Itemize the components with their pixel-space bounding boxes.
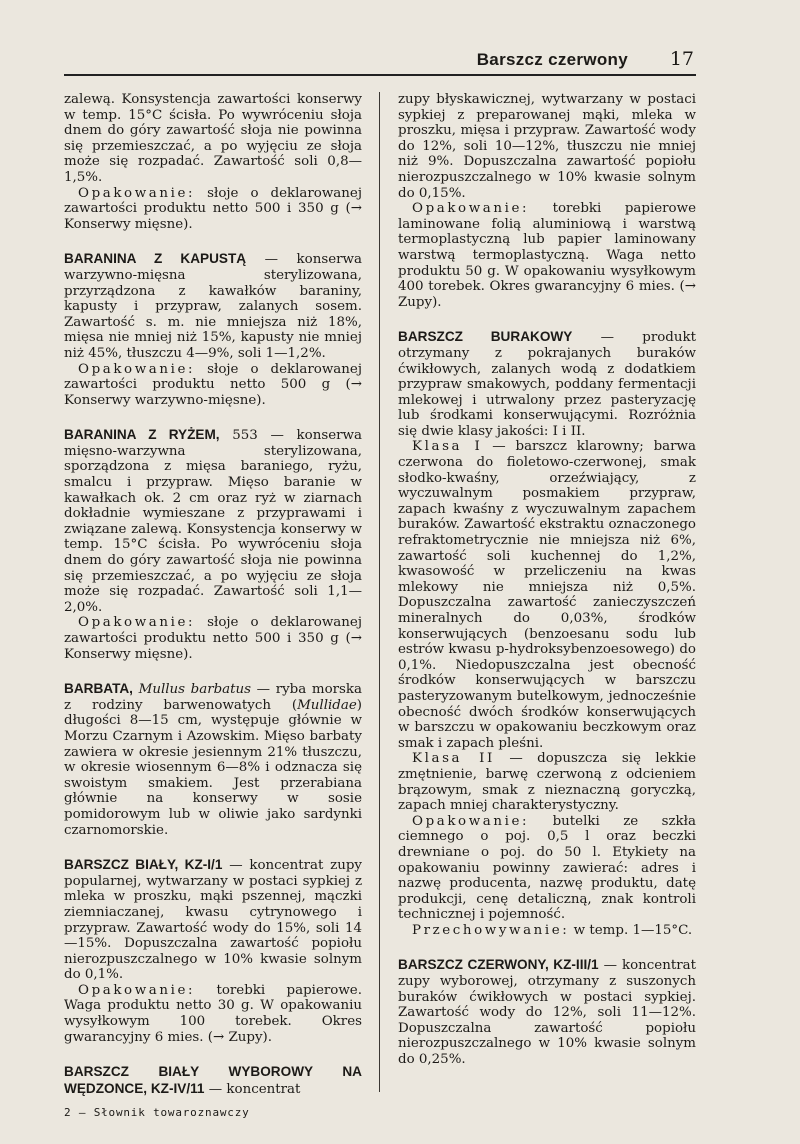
class-one-paragraph bbox=[398, 439, 696, 751]
running-head-title: Barszcz czerwony bbox=[476, 50, 628, 69]
packaging-text: słoje o deklarowanej zawartości produktu netto 500 i 350 g (→ Konserwy mięsne). bbox=[64, 185, 362, 232]
entry-paragraph bbox=[398, 329, 696, 439]
entry-text: — koncentrat bbox=[204, 1081, 301, 1097]
entry-paragraph bbox=[64, 1064, 362, 1097]
entry-paragraph bbox=[64, 251, 362, 361]
packaging-paragraph bbox=[64, 362, 362, 409]
entry-paragraph bbox=[64, 681, 362, 838]
entry-text: — koncentrat zupy wyborowej, otrzymany z suszonych buraków ćwikłowych w postaci sypkiej. Zawartość wody do 12%, soli 11—12%. Dopuszczalna zawartość popiołu nierozpuszczalnego w 10% kwasie solnym do 0,25%. bbox=[398, 958, 696, 1068]
entry-headword: BARANINA Z KAPUSTĄ bbox=[64, 251, 247, 267]
entry-paragraph bbox=[64, 857, 362, 983]
column-divider bbox=[379, 92, 380, 1092]
storage-text: w temp. 1—15°C. bbox=[569, 922, 693, 938]
entry-continuation-right bbox=[398, 92, 696, 310]
latin-family: Mullidae bbox=[297, 697, 357, 713]
entry-text-cont: ) długości 8—15 cm, występuje głównie w Morzu Czarnym i Azowskim. Mięso barbaty zawiera w okresie jesiennym 21% tłuszczu, w okresie wiosennym 6—8% i odznacza się swoistym smakiem. Jest przerabiana głównie na konserwy w sosie pomidorowym lub w oliwie jako sardynki czarnomorskie. bbox=[64, 697, 362, 838]
entry-baranina-z-ryzem bbox=[64, 427, 362, 662]
entry-headword: BARSZCZ BURAKOWY bbox=[398, 329, 573, 345]
packaging-paragraph bbox=[398, 814, 696, 923]
latin-name: Mullus barbatus bbox=[138, 682, 252, 698]
packaging-text: butelki ze szkła ciemnego o poj. 0,5 l oraz beczki drewniane o poj. do 50 l. Etykiety na opakowaniu powinny zawierać: adres i nazwę producenta, nazwę produktu, datę produkcji, cenę detaliczną, znak kontroli technicznej i pojemność. bbox=[398, 813, 696, 923]
entry-headword: BARANINA Z RYŻEM, bbox=[64, 427, 220, 443]
class-one-text: — barszcz klarowny; barwa czerwona do fioletowo-czerwonej, smak słodko-kwaśny, orzeźwiający, z wyczuwalnym posmakiem przypraw, zapach kwaśny z wyczuwalnym zapachem buraków. Zawartość ekstraktu oznaczonego refraktometrycznie nie mniejsza niż 6%, zawartość soli kuchennej do 1,2%, kwasowość w przeliczeniu na kwas mlekowy nie mniejsza niż 0,5%. Dopuszczalna zawartość zanieczyszczeń mineralnych do 0,03%, środków konserwujących (benzoesanu sodu lub estrów kwasu p-hydroksybenzoesowego) do 0,1%. Niedopuszczalna jest obecność środków konserwujących w barszczu pasteryzowanym butelkowym, jednocześnie obecność dwóch środków konserwujących w barszczu w opakowaniu beczkowym oraz smak i zapach pleśni. bbox=[398, 439, 697, 751]
entry-text: — ryba morska z rodziny barwenowatych ( bbox=[64, 682, 363, 713]
packaging-label: Opakowanie: bbox=[412, 201, 530, 217]
page-number: 17 bbox=[669, 48, 694, 70]
entry-paragraph bbox=[64, 427, 362, 615]
entry-headword: BARSZCZ BIAŁY WYBOROWY NA WĘDZONCE, KZ-IV/11 bbox=[64, 1064, 362, 1096]
packaging-label: Opakowanie: bbox=[78, 361, 196, 377]
entry-barbata bbox=[64, 681, 362, 838]
entry-continuation-left bbox=[64, 92, 362, 232]
packaging-paragraph bbox=[398, 201, 696, 310]
packaging-paragraph bbox=[64, 983, 362, 1045]
packaging-paragraph bbox=[64, 615, 362, 662]
packaging-paragraph bbox=[64, 186, 362, 233]
class-two-text: — dopuszcza się lekkie zmętnienie, barwę czerwoną z odcieniem brązowym, smak z nieznaczną goryczką, zapach mniej charakterystyczny. bbox=[398, 751, 696, 814]
packaging-text: słoje o deklarowanej zawartości produktu netto 500 i 350 g (→ Konserwy mięsne). bbox=[64, 615, 362, 662]
entry-headword: BARSZCZ CZERWONY, KZ-III/1 bbox=[398, 957, 599, 973]
entry-text: — koncentrat zupy popularnej, wytwarzany w postaci sypkiej z mleka w proszku, mąki pszennej, mączki ziemniaczanej, kwasu cytrynowego i przypraw. Zawartość wody do 15%, soli 14—15%. Dopuszczalna zawartość popiołu nierozpuszczalnego w 10% kwasie solnym do 0,1%. bbox=[64, 858, 362, 983]
entry-barszcz-bialy bbox=[64, 857, 362, 1045]
entry-baranina-z-kapusta bbox=[64, 251, 362, 408]
entry-barszcz-burakowy bbox=[398, 329, 696, 938]
running-header bbox=[64, 40, 696, 76]
class-two-label: Klasa II bbox=[412, 751, 495, 767]
storage-paragraph bbox=[398, 923, 696, 939]
entry-paragraph bbox=[398, 957, 696, 1067]
entry-text: — produkt otrzymany z pokrajanych buraków ćwikłowych, zalanych wodą z dodatkiem przypraw smakowych, poddany fermentacji mlekowej i utrwalony przez pasteryzację lub środkami konserwującymi. Rozróżnia się dwie klasy jakości: I i II. bbox=[398, 330, 696, 439]
left-column bbox=[64, 92, 362, 1116]
class-one-label: Klasa I bbox=[412, 439, 483, 455]
storage-label: Przechowywanie: bbox=[412, 922, 570, 938]
entry-text: zupy błyskawicznej, wytwarzany w postaci sypkiej z preparowanej mąki, mleka w proszku, mięsa i przypraw. Zawartość wody do 12%, soli 10—12%, tłuszczu nie mniej niż 9%. Dopuszczalna zawartość popiołu nierozpuszczalnego w 10% kwasie solnym do 0,15%. bbox=[398, 92, 696, 201]
entry-text: zalewą. Konsystencja zawartości konserwy w temp. 15°C ścisła. Po wywróceniu słoja dnem do góry zawartość słoja nie powinna się przemieszczać, a po wyjęciu ze słoja może się rozpadać. Zawartość soli 0,8—1,5%. bbox=[64, 92, 362, 185]
packaging-text: słoje o deklarowanej zawartości produktu netto 500 g (→ Konserwy warzywno-mięsne). bbox=[64, 361, 362, 408]
packaging-label: Opakowanie: bbox=[412, 813, 530, 829]
packaging-text: torebki papierowe laminowane folią aluminiową i warstwą termoplastyczną lub papier laminowany warstwą termoplastyczną. Waga netto produktu 50 g. W opakowaniu wysyłkowym 400 torebek. Okres gwarancyjny 6 mies. (→ Zupy). bbox=[398, 201, 696, 310]
entry-text: — konserwa warzywno-mięsna sterylizowana, przyrządzona z kawałków baraniny, kapusty i przypraw, zalanych sosem. Zawartość s. m. nie mniejsza niż 18%, mięsa nie mniej niż 15%, kapusty nie mniej niż 45%, tłuszczu 4—9%, soli 1—1,2%. bbox=[64, 252, 362, 361]
packaging-label: Opakowanie: bbox=[78, 982, 196, 998]
entry-barszcz-bialy-wyborowy bbox=[64, 1064, 362, 1097]
class-two-paragraph bbox=[398, 751, 696, 813]
entry-barszcz-czerwony bbox=[398, 957, 696, 1067]
packaging-label: Opakowanie: bbox=[78, 615, 196, 631]
entry-headword: BARSZCZ BIAŁY, KZ-I/1 bbox=[64, 857, 223, 873]
page-footer: 2 — Słownik towaroznawczy bbox=[64, 1106, 250, 1119]
packaging-label: Opakowanie: bbox=[78, 185, 196, 201]
packaging-text: torebki papierowe. Waga produktu netto 30 g. W opakowaniu wysyłkowym 100 torebek. Okres gwarancyjny 6 mies. (→ Zupy). bbox=[64, 982, 362, 1045]
entry-headword: BARBATA, bbox=[64, 681, 133, 697]
entry-text: 553 — konserwa mięsno-warzywna sterylizowana, sporządzona z mięsa baraniego, ryżu, smalcu i przypraw. Mięso baranie w kawałkach ok. 2 cm oraz ryż w ziarnach dokładnie wymieszane z przyprawami i związane zalewą. Konsystencja konserwy w temp. 15°C ścisła. Po wywróceniu słoja dnem do góry zawartość słoja nie powinna się przemieszczać, a po wyjęciu ze słoja może się rozpadać. Zawartość soli 1,1—2,0%. bbox=[64, 428, 362, 615]
right-column bbox=[398, 92, 696, 1087]
